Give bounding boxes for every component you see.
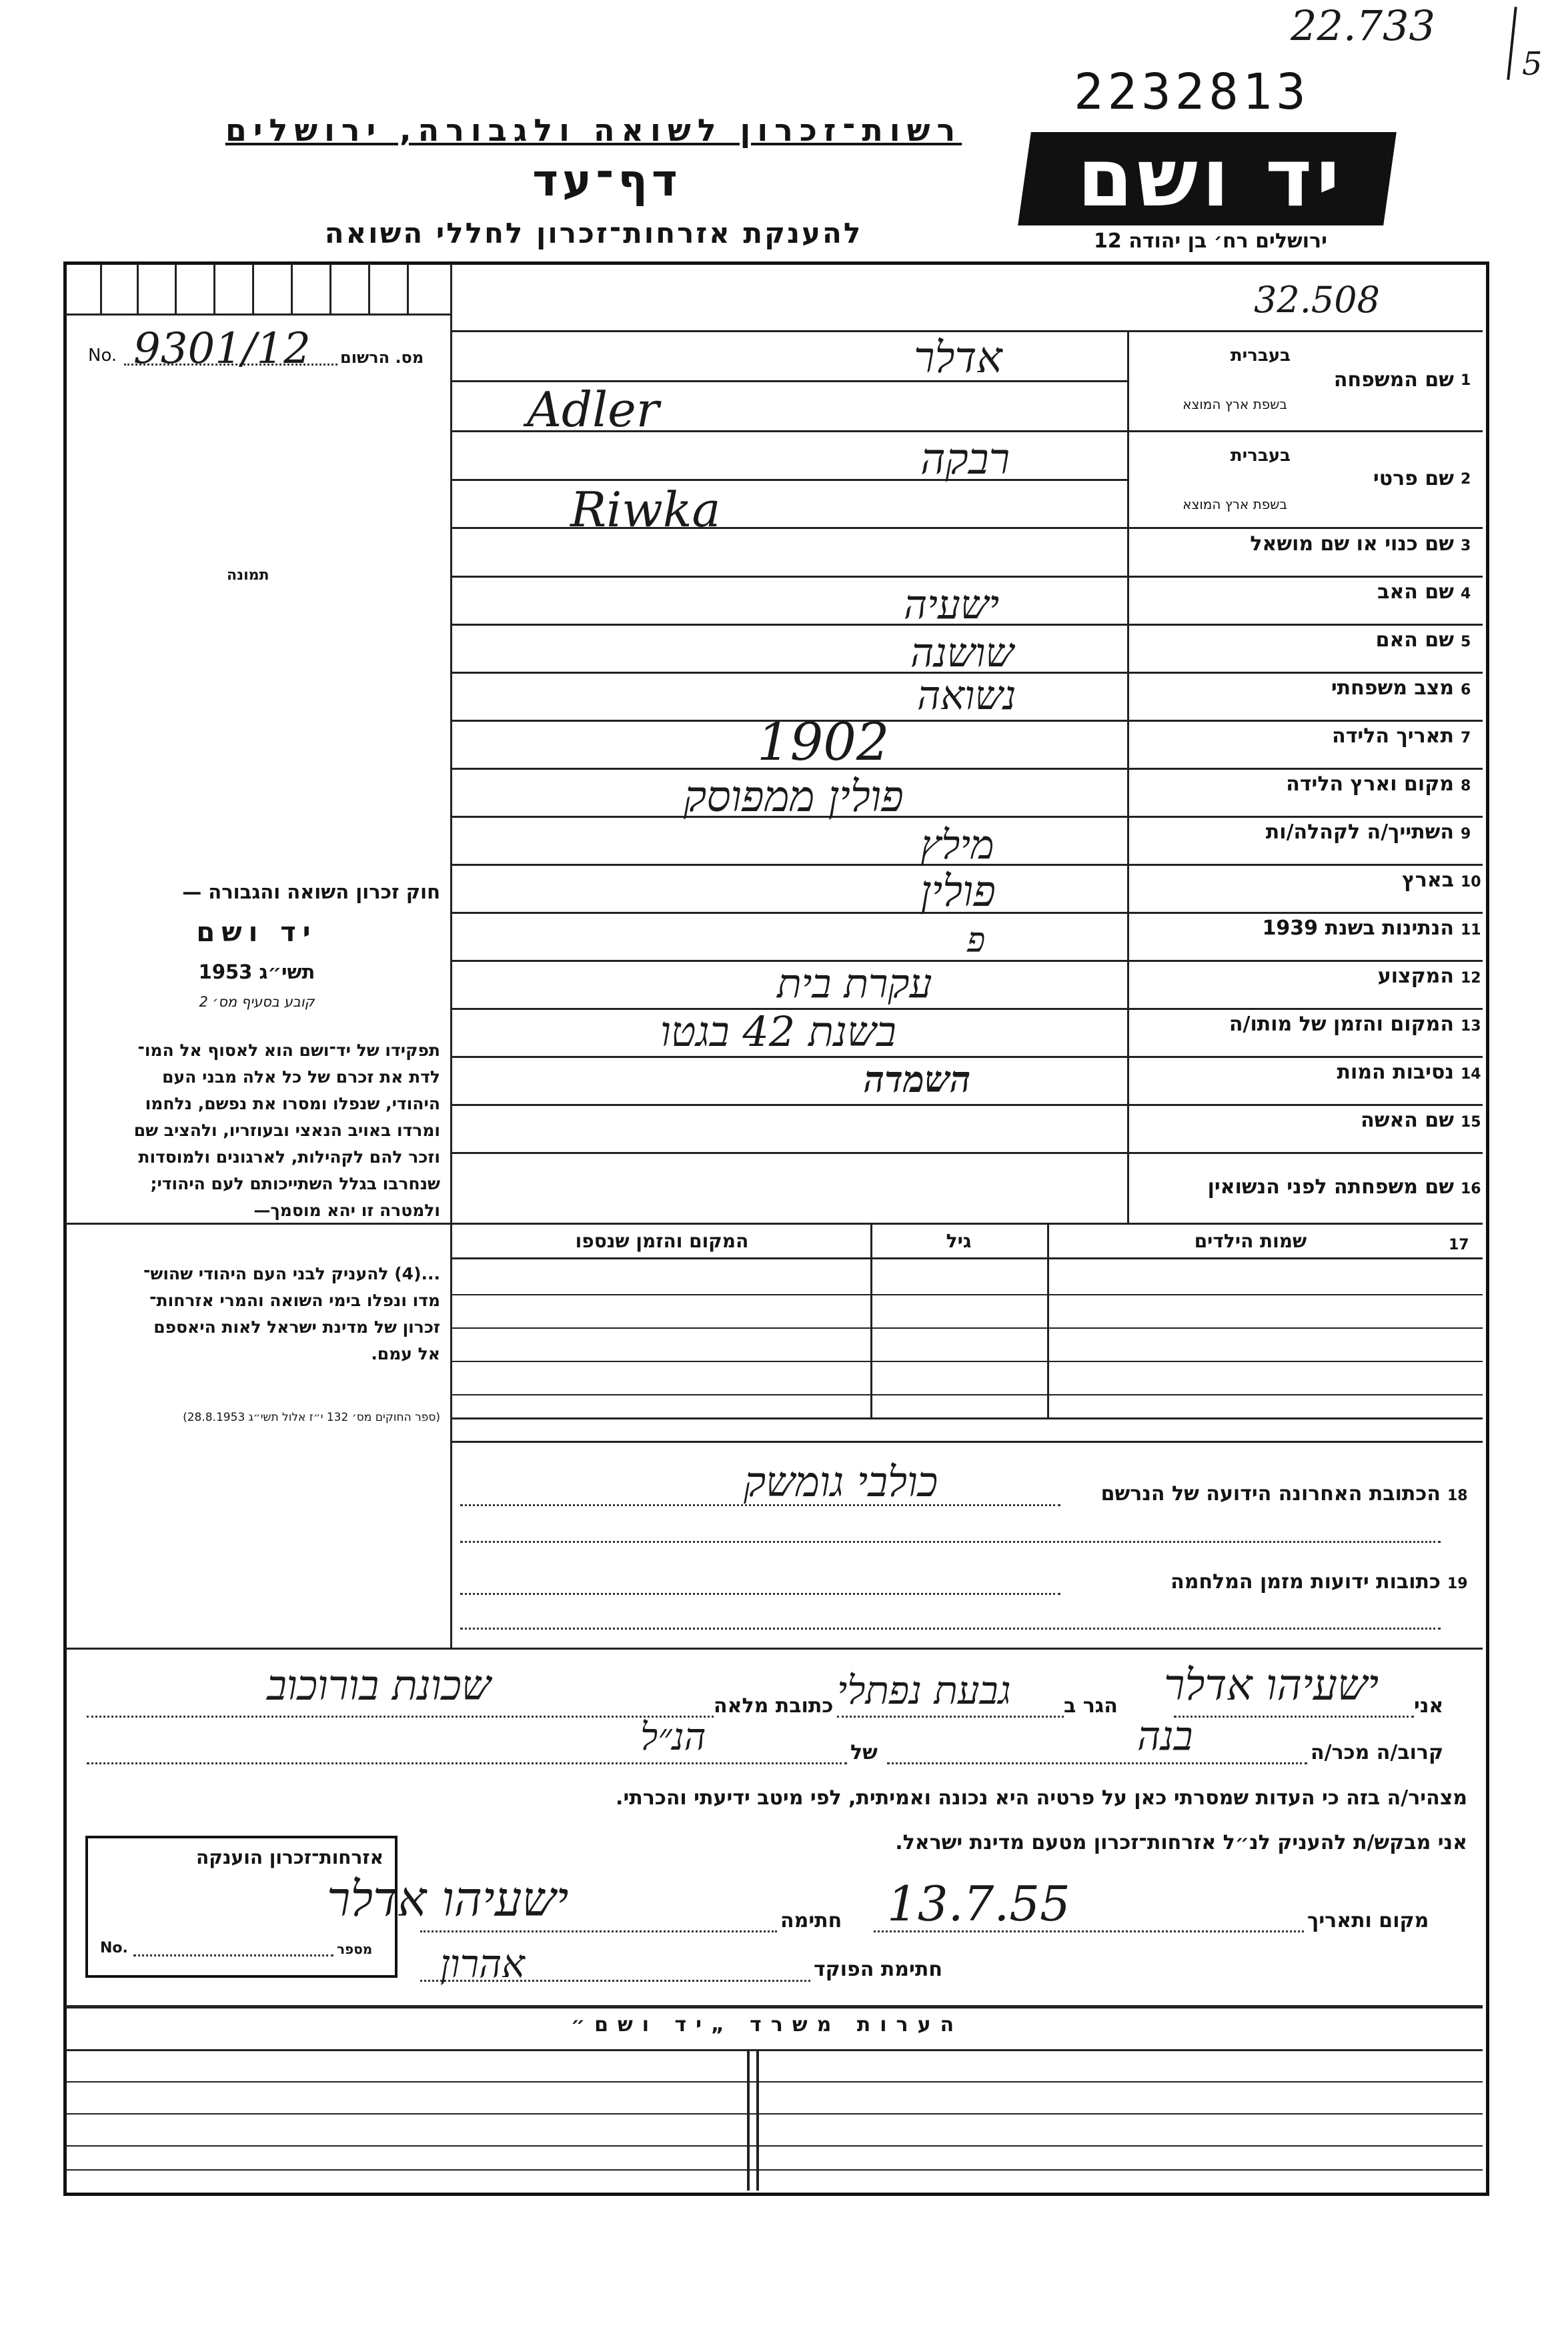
field-number: 15 <box>1461 1114 1481 1131</box>
field-sub-origin: בשפת ארץ המוצא <box>1183 496 1287 512</box>
handwritten-reference: 22.733 <box>1291 1 1435 50</box>
law-para2-line: מדו ונפלו בימי השואה והמרי אזרחות־ <box>149 1291 440 1310</box>
of-dots <box>87 1762 847 1764</box>
field-number: 4 <box>1461 586 1471 602</box>
of-value: הנ״ל <box>640 1716 706 1759</box>
tick <box>252 263 254 314</box>
mother-name-value: שושנה <box>910 630 1014 676</box>
last-address-label: הכתובת האחרונה הידועה של הנרשם <box>1100 1482 1441 1506</box>
officer-signature-value: אהרון <box>440 1941 525 1986</box>
field-number: 13 <box>1461 1018 1481 1035</box>
row-sep <box>452 768 1483 770</box>
remarks-row-line <box>65 2081 1483 2083</box>
reg-no-label: No. <box>88 346 117 366</box>
field-label-marital-status: מצב משפחתי <box>1331 676 1454 700</box>
children-col-divider <box>870 1224 872 1417</box>
law-heading: חוק זכרון השואה והגבורה — <box>182 881 440 903</box>
declaration-statement-1: מצהיר/ה בזה כי העדות שמסרתי כאן על פרטיה היא נכונה ואמיתית, לפי מיטב ידיעתי והכרתי. <box>616 1786 1467 1810</box>
tick <box>291 263 293 314</box>
tick <box>407 263 409 314</box>
field-number: 19 <box>1447 1576 1468 1592</box>
field-label-death-circumstances: נסיבות המות <box>1337 1061 1454 1084</box>
organization-line: רשות־זכרון לשואה ולגבורה, ירושלים <box>225 112 962 148</box>
address-extra-dots <box>460 1541 1441 1543</box>
citizenship-box-no-hebrew: מספר <box>337 1941 373 1957</box>
photo-label: תמונה <box>227 567 269 584</box>
left-column-divider <box>450 263 452 1224</box>
label-column-divider <box>1127 330 1129 1224</box>
row-sep <box>452 576 1483 578</box>
law-para1-line: וזכר להם לקהילות, לארגונים ולמוסדות <box>138 1147 440 1167</box>
relative-dots <box>887 1762 1307 1764</box>
addr-top-line <box>452 1441 1483 1443</box>
tick <box>213 263 215 314</box>
field-label-country: בארץ <box>1401 868 1454 892</box>
row-sep <box>452 816 1483 818</box>
last-address-value: כולבי גומשק <box>744 1457 938 1506</box>
law-para2-line: אל עמם. <box>371 1344 440 1363</box>
field-label-birth-date: תאריך הלידה <box>1332 724 1454 748</box>
field-label-wife-name: שם האשה <box>1361 1109 1454 1132</box>
family-name-hebrew: אדלר <box>914 334 1002 383</box>
field-number: 8 <box>1461 778 1471 794</box>
marital-status-value: נשואה <box>917 672 1016 719</box>
tick <box>100 263 102 314</box>
community-value: מילץ <box>920 822 994 868</box>
field-number: 2 <box>1461 471 1471 488</box>
field-label-first-name: שם פרטי <box>1373 467 1454 490</box>
field-label-nickname: שם כנוי או שם מושאל <box>1250 532 1454 556</box>
field-label-maiden-name: שם משפחתה לפני הנשואין <box>1207 1175 1454 1199</box>
tick <box>329 263 331 314</box>
tick <box>137 263 139 314</box>
tick <box>175 263 177 314</box>
field-number: 16 <box>1461 1181 1481 1197</box>
reg-no-value: 9301/12 <box>133 324 311 374</box>
row-sep <box>452 1008 1483 1010</box>
row-sep <box>65 1223 1483 1225</box>
death-circumstances-value: השמדה <box>864 1058 971 1101</box>
profession-value: עקרת בית <box>777 961 932 1007</box>
law-para2-line: ...(4) להעניק לבני העם היהודי שהוש־ <box>143 1264 440 1283</box>
children-row-line <box>452 1361 1483 1362</box>
citizenship-box-dots <box>133 1954 333 1956</box>
resident-label: הגר ב <box>1064 1694 1118 1718</box>
law-title: יד ושם <box>196 917 317 948</box>
children-bottom-line <box>452 1417 1483 1419</box>
father-name-value: ישעיה <box>904 582 1000 628</box>
logo-text: יד ושם <box>1077 132 1344 225</box>
remarks-row-line <box>65 2145 1483 2147</box>
field-label-community: השתייך/ה לקהלה/ות <box>1265 820 1454 844</box>
form-title: דף־עד <box>532 155 682 206</box>
children-col-age: גיל <box>946 1230 972 1252</box>
law-year: תשי״ג 1953 <box>198 961 315 983</box>
field-number: 10 <box>1461 874 1481 891</box>
field-number: 7 <box>1461 730 1471 746</box>
field-label-mother: שם האם <box>1375 628 1454 652</box>
org-address: ירושלים רח׳ בן יהודה 12 <box>1094 229 1327 253</box>
remarks-header-line <box>65 2049 1483 2051</box>
place-date-value: 13.7.55 <box>887 1876 1070 1932</box>
wartime-address-dots-2 <box>460 1628 1441 1630</box>
law-para1-line: תפקידו של יד־ושם הוא לאסוף אל המו־ <box>137 1041 440 1060</box>
death-place-time-value: בשנת 42 בגטו <box>660 1007 896 1056</box>
first-name-latin: Riwka <box>570 482 721 538</box>
family-name-latin: Adler <box>527 382 660 438</box>
field-number: 12 <box>1461 970 1481 987</box>
of-label: של <box>850 1741 878 1764</box>
children-col-names: שמות הילדים <box>1194 1230 1307 1252</box>
remarks-top-line <box>65 2005 1483 2008</box>
field-number: 1 <box>1461 372 1471 389</box>
birth-place-value: פולין ממפוסק <box>684 772 904 822</box>
field-number: 9 <box>1461 826 1471 842</box>
row-mid-line <box>452 479 1127 481</box>
signature-dots <box>420 1930 777 1932</box>
place-date-label: מקום ותאריך <box>1307 1909 1429 1932</box>
field-label-citizenship-1939: הנתינות בשנת 1939 <box>1262 917 1454 940</box>
wartime-address-dots <box>460 1593 1060 1595</box>
row-sep <box>452 1152 1483 1154</box>
field-label-family-name: שם המשפחה <box>1333 368 1454 392</box>
country-value: פולין <box>920 867 996 917</box>
serial-number: 2232813 <box>1074 63 1310 121</box>
declarant-label: אני <box>1414 1694 1444 1718</box>
field-number: 11 <box>1461 922 1481 939</box>
law-clause: קובע בסעיף מס׳ 2 <box>199 994 315 1010</box>
field-number: 6 <box>1461 682 1471 698</box>
reg-no-hebrew-label: מס. הרשום <box>340 348 424 367</box>
left-column-divider-lower <box>450 1417 452 1648</box>
declarant-dots <box>1174 1716 1414 1718</box>
field-label-birth-place: מקום וארץ הלידה <box>1286 772 1454 796</box>
full-address-label: כתובת מלאה <box>714 1694 834 1718</box>
children-row-line <box>452 1394 1483 1395</box>
relative-value: בנה <box>1137 1713 1193 1760</box>
tick-strip-line <box>65 314 452 316</box>
citizenship-1939-value: פ <box>967 921 986 961</box>
field-label-profession: המקצוע <box>1377 965 1454 988</box>
children-col-place: המקום והזמן שנספו <box>575 1230 749 1252</box>
corner-slash-note: 5 <box>1522 45 1543 83</box>
field-label-death-place-time: המקום והזמן של מותו/ה <box>1229 1013 1454 1036</box>
resident-dots <box>837 1716 1064 1718</box>
law-para1-line: ומרדו באויב הנאצי ובעוזריו, ולהציב שם <box>133 1121 440 1140</box>
law-para1-line: לדת את זכרם של כל אלה מבני העם <box>162 1067 440 1087</box>
field-number: 14 <box>1461 1066 1481 1083</box>
field-number: 3 <box>1461 538 1471 554</box>
children-row-line <box>452 1327 1483 1329</box>
resident-value: גבעת נפתלי <box>837 1668 1011 1713</box>
law-para1-line: ולמטרה זו יהא מוסמך— <box>253 1201 440 1220</box>
children-left-border <box>450 1224 452 1417</box>
officer-signature-label: חתימת הפוקד <box>814 1958 942 1981</box>
wartime-address-label: כתובות ידועות מזמן המלחמה <box>1170 1570 1441 1594</box>
citizenship-box-title: אזרחות־זכרון הוענקה <box>196 1846 383 1868</box>
full-address-value: שכונת בורוכוב <box>267 1661 491 1710</box>
form-subtitle: להענקת אזרחות־זכרון לחללי השואה <box>324 217 863 249</box>
relative-label: קרוב/ה מכר/ה <box>1311 1741 1444 1764</box>
top-reference: 32.508 <box>1254 279 1380 321</box>
top-ref-line <box>452 330 1483 332</box>
birth-date-value: 1902 <box>757 712 890 772</box>
law-para2-line: זכרון של מדינת ישראל לאות היאספם <box>153 1317 440 1337</box>
declarant-value: ישעיהו אדלר <box>1164 1661 1379 1710</box>
field-sub-hebrew: בעברית <box>1230 346 1291 366</box>
remarks-title: הערות משרד „יד ושם״ <box>570 2013 964 2036</box>
row-sep <box>452 720 1483 722</box>
field-number: 17 <box>1449 1237 1469 1253</box>
field-number: 5 <box>1461 634 1471 650</box>
declaration-statement-2: אני מבקש/ת להעניק לנ״ל אזרחות־זכרון מטעם מדינת ישראל. <box>895 1831 1467 1854</box>
law-citation: (ספר החוקים מס׳ 132 י״ז אלול תשי״ג 28.8.1953) <box>183 1411 440 1424</box>
tick <box>368 263 370 314</box>
law-para1-line: היהודי, שנפלו ומסרו את נפשם, נלחמו <box>145 1094 440 1113</box>
children-col-divider <box>1047 1224 1049 1417</box>
children-header-line <box>452 1257 1483 1259</box>
remarks-row-line <box>65 2169 1483 2171</box>
row-sep <box>452 1104 1483 1106</box>
field-sub-hebrew: בעברית <box>1230 446 1291 466</box>
citizenship-box-no: No. <box>100 1940 128 1956</box>
law-para1-line: שנחרבו בגלל השתייכותם לעם היהודי; <box>150 1174 440 1193</box>
field-number: 18 <box>1447 1488 1468 1504</box>
signature-value: ישעיהו אדלר <box>327 1871 569 1927</box>
corner-slash-line <box>1507 7 1517 80</box>
children-row-line <box>452 1294 1483 1295</box>
declaration-top-line <box>65 1648 1483 1650</box>
first-name-hebrew: רבקה <box>920 435 1010 484</box>
signature-label: חתימה <box>780 1909 842 1932</box>
full-address-dots <box>87 1716 714 1718</box>
field-label-father: שם האב <box>1377 580 1454 604</box>
remarks-row-line <box>65 2113 1483 2115</box>
field-sub-origin: בשפת ארץ המוצא <box>1183 396 1287 412</box>
